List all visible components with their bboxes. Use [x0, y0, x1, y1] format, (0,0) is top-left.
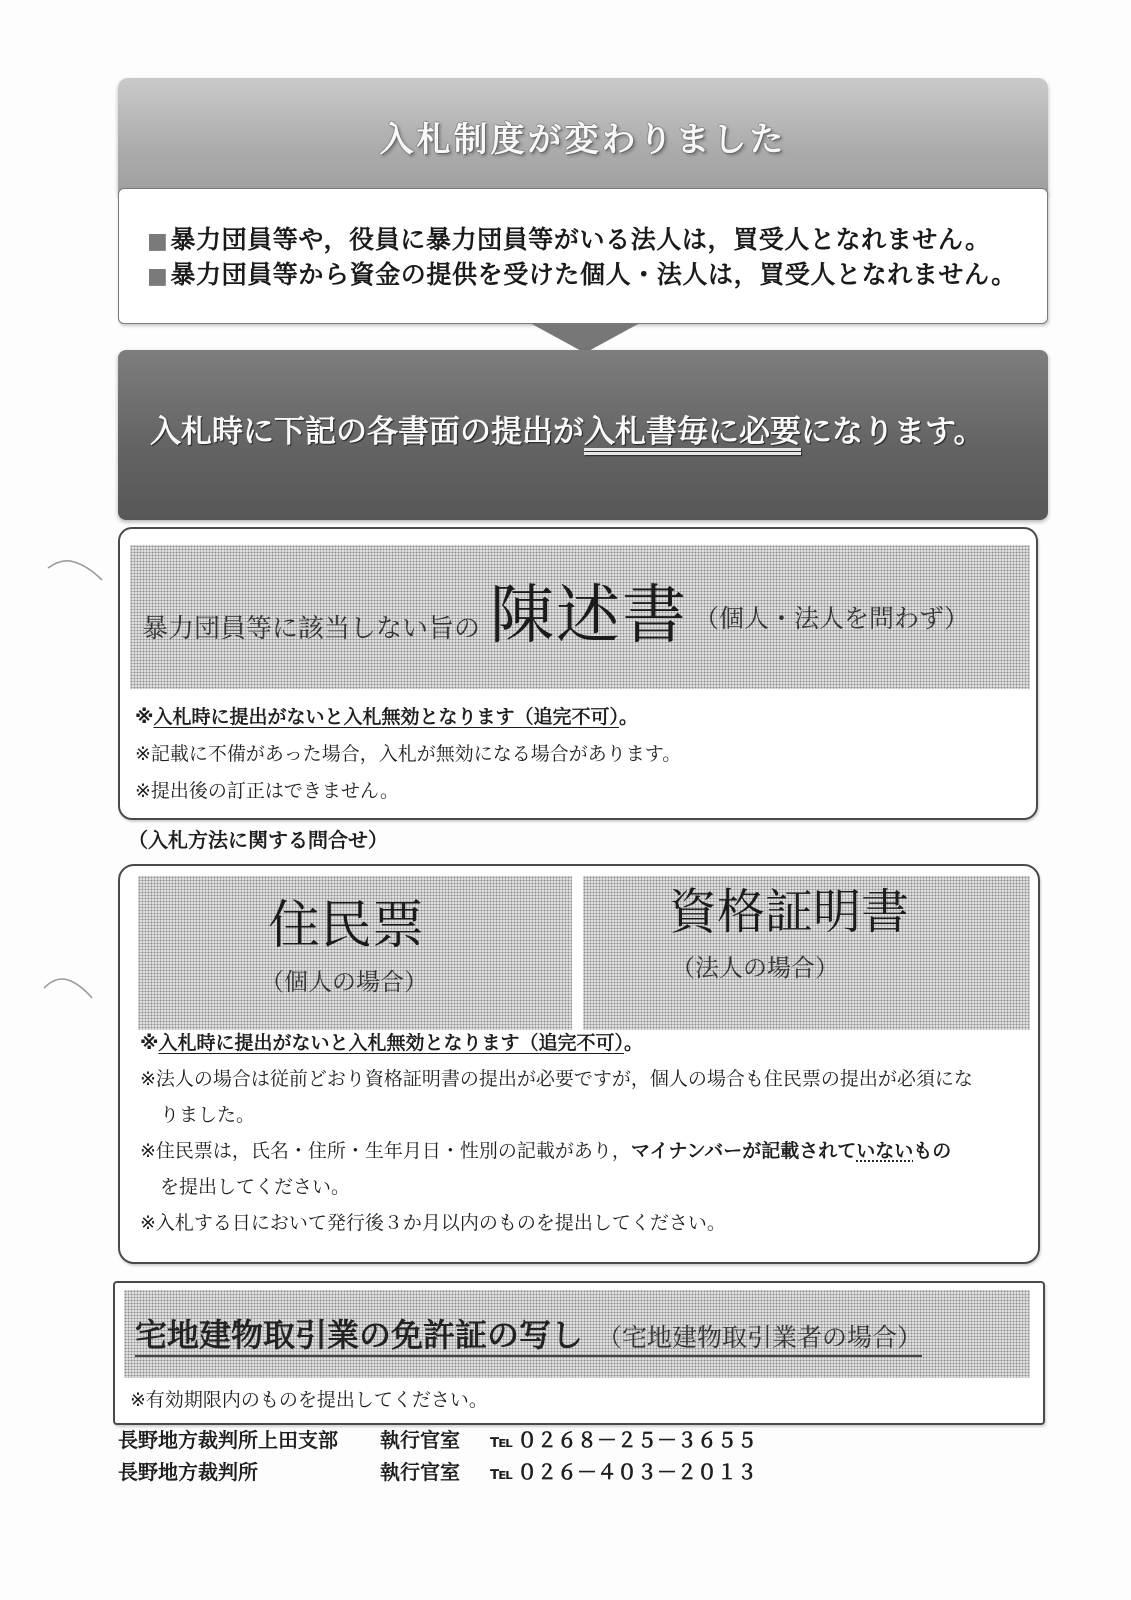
corporate-note-line2: りました。 [160, 1104, 256, 1126]
resident-note-emphasis: もの [913, 1140, 952, 1162]
documents-notes [140, 1025, 973, 1241]
page-title: 入札制度が変わりました [379, 120, 787, 160]
requirement-after: になります。 [801, 414, 985, 450]
notice-text: 暴力団員等から資金の提供を受けた個人・法人は，買受人となれません。 [170, 260, 1017, 289]
contact-row [118, 1425, 757, 1455]
contact-phone [490, 1457, 757, 1489]
date-note: ※入札する日において発行後３か月以内のものを提出してください。 [140, 1212, 726, 1234]
resident-note-emphasis: いない [856, 1140, 914, 1162]
phone-number: ０２６－４０３－２０１３ [517, 1460, 758, 1484]
warning-end: 。 [624, 1032, 644, 1054]
disqualification-notice [118, 188, 1048, 324]
contact-row [118, 1457, 757, 1487]
warning-text: 入札時に提出がないと入札無効となります（追完不可） [153, 706, 619, 728]
resident-card-subtitle: （個人の場合） [260, 968, 428, 996]
resident-note-emphasis: マイナンバーが記載されて [630, 1140, 857, 1162]
warning-end: 。 [619, 706, 639, 728]
statement-title: 陳述書 [490, 579, 689, 653]
requirement-emphasis: 入札書毎に必要 [584, 414, 801, 450]
requirement-before: 入札時に下記の各書面の提出が [150, 414, 584, 450]
license-heading [135, 1315, 922, 1357]
notice-text: 暴力団員等や，役員に暴力団員等がいる法人は，買受人となれません。 [170, 225, 991, 254]
contact-section: 執行官室 [380, 1460, 460, 1484]
license-section [113, 1281, 1045, 1425]
phone-number: ０２６８－２５－３６５５ [517, 1428, 758, 1452]
resident-note-text: ※住民票は，氏名・住所・生年月日・性別の記載があり， [140, 1140, 631, 1162]
inquiry-label: （入札方法に関する問合せ） [128, 828, 388, 852]
qualification-panel [583, 876, 1030, 1030]
contact-section: 執行官室 [380, 1428, 460, 1452]
tel-icon: ℡ [490, 1431, 514, 1452]
documents-warning [140, 1025, 973, 1061]
warning-text: 入札時に提出がないと入札無効となります（追完不可） [158, 1032, 624, 1054]
statement-warning [135, 699, 681, 736]
license-suffix: （宅地建物取引業者の場合） [597, 1323, 923, 1352]
license-heading-area [124, 1290, 1030, 1378]
down-arrow-icon [530, 323, 640, 353]
resident-note-line2: を提出してください。 [160, 1176, 351, 1198]
statement-note: ※記載に不備があった場合，入札が無効になる場合があります。 [135, 743, 682, 765]
contact-phone [490, 1425, 757, 1457]
note-mark: ※ [135, 706, 154, 728]
punch-hole-mark [40, 968, 104, 1004]
note-mark: ※ [140, 1032, 159, 1054]
corporate-note-line1: ※法人の場合は従前どおり資格証明書の提出が必要ですが，個人の場合も住民票の提出が必須にな [140, 1068, 973, 1090]
tel-icon: ℡ [490, 1463, 514, 1484]
statement-heading [142, 581, 969, 651]
statement-heading-area [130, 545, 1030, 689]
statement-notes [135, 699, 681, 810]
requirement-text [150, 414, 985, 450]
header-banner [118, 78, 1048, 200]
statement-suffix: （個人・法人を問わず） [694, 604, 970, 633]
documents-section [118, 864, 1040, 1264]
contact-office: 長野地方裁判所 [118, 1460, 258, 1484]
qualification-title: 資格証明書 [669, 884, 910, 940]
resident-note-line1 [140, 1133, 973, 1169]
punch-hole-mark [44, 552, 108, 586]
notice-line [147, 258, 1047, 293]
statement-note: ※提出後の訂正はできません。 [135, 780, 400, 802]
resident-card-title: 住民票 [268, 896, 425, 956]
license-title: 宅地建物取引業の免許証の写し [135, 1316, 584, 1354]
square-bullet-icon: ■ [147, 264, 169, 289]
square-bullet-icon: ■ [147, 229, 169, 254]
statement-prefix: 暴力団員等に該当しない旨の [142, 614, 481, 644]
contact-office: 長野地方裁判所上田支部 [118, 1428, 338, 1452]
license-note: ※有効期限内のものを提出してください。 [130, 1389, 488, 1411]
requirement-banner [118, 350, 1048, 520]
statement-section [118, 527, 1038, 820]
resident-card-panel [138, 876, 572, 1030]
notice-line [147, 223, 1047, 258]
qualification-subtitle: （法人の場合） [671, 954, 839, 982]
